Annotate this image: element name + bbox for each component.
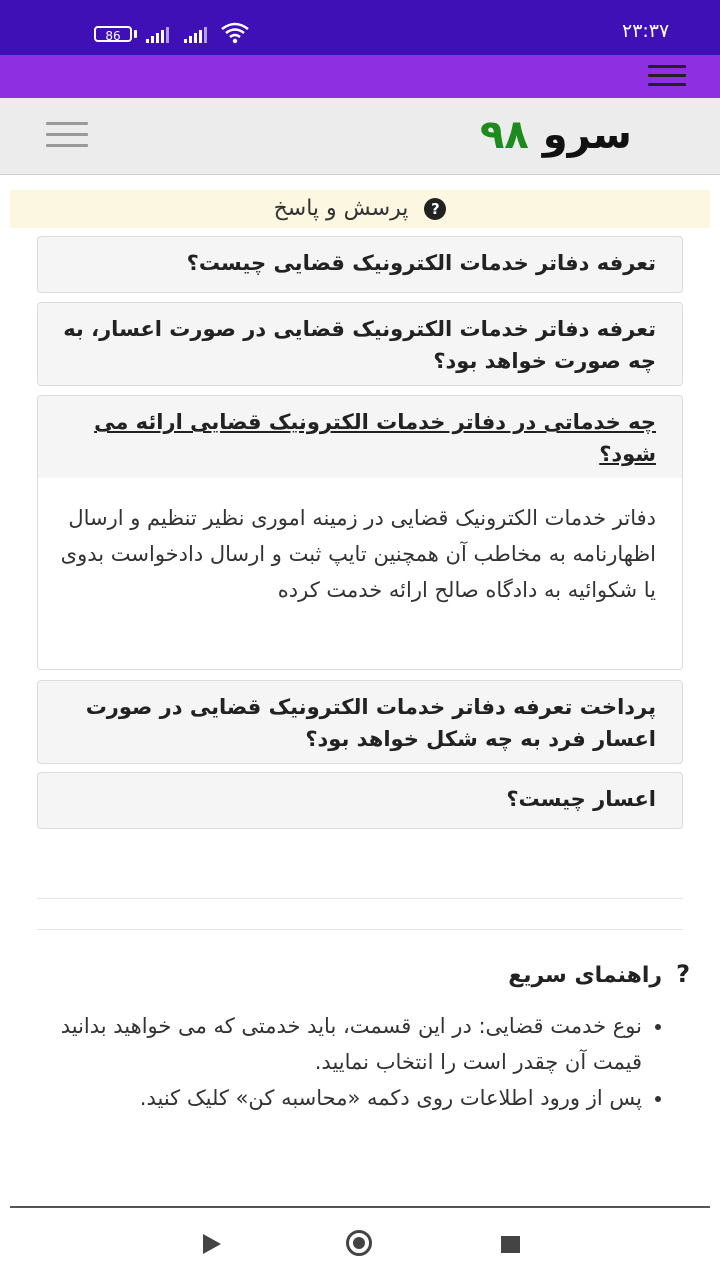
- status-time: ۲۳:۳۷: [622, 20, 670, 42]
- divider: [37, 929, 683, 930]
- faq-question: چه خدماتی در دفاتر خدمات الکترونیک قضایی ارائه می شود؟: [94, 410, 656, 466]
- hamburger-icon-line: [648, 74, 686, 77]
- nav-divider: [10, 1206, 710, 1208]
- hamburger-icon-line: [46, 133, 88, 136]
- recent-apps-icon[interactable]: [501, 1236, 520, 1253]
- hamburger-icon-line: [46, 122, 88, 125]
- battery-level: 86: [105, 29, 121, 43]
- hamburger-icon-line: [46, 144, 88, 147]
- faq-heading: [10, 190, 710, 228]
- divider: [37, 898, 683, 899]
- back-icon[interactable]: [203, 1234, 221, 1254]
- faq-item-4[interactable]: [37, 680, 683, 764]
- faq-question: تعرفه دفاتر خدمات الکترونیک قضایی در صورت اعسار، به چه صورت خواهد بود؟: [63, 317, 656, 373]
- question-icon: ?: [676, 960, 690, 988]
- signal-icon: [146, 27, 172, 43]
- guide-item: • نوع خدمت قضایی: در این قسمت، باید خدمتی که می خواهید بدانید قیمت آن چقدر است را انتخاب نمایید.: [40, 1008, 642, 1080]
- hamburger-icon-line: [648, 65, 686, 68]
- app-bar: [0, 55, 720, 98]
- faq-title: پرسش و پاسخ: [273, 196, 409, 221]
- battery-tip: [134, 30, 137, 38]
- site-menu-button[interactable]: [46, 122, 88, 148]
- logo-word: سرو: [542, 112, 632, 158]
- quick-guide-list: [40, 1008, 670, 1116]
- main-menu-button[interactable]: [648, 65, 686, 89]
- faq-answer: دفاتر خدمات الکترونیک قضایی در زمینه اموری نظیر تنظیم و ارسال اظهارنامه به مخاطب آن همچنین تایپ ثبت و ارسال دادخواست بدوی یا شکوائیه به دادگاه صالح ارائه خدمت کرده: [60, 506, 656, 602]
- home-icon[interactable]: [346, 1230, 372, 1256]
- wifi-icon: [220, 22, 250, 44]
- question-circle-icon: ?: [424, 198, 446, 220]
- faq-item-1[interactable]: [37, 236, 683, 293]
- site-header: [0, 98, 720, 175]
- faq-question: اعسار چیست؟: [506, 787, 656, 811]
- faq-question: پرداخت تعرفه دفاتر خدمات الکترونیک قضایی در صورت اعسار فرد به چه شکل خواهد بود؟: [85, 695, 656, 751]
- signal-icon: [184, 27, 210, 43]
- hamburger-icon-line: [648, 83, 686, 86]
- status-bar: [0, 0, 720, 55]
- faq-answer-3: [37, 478, 683, 670]
- battery-icon: [94, 26, 132, 42]
- guide-item: • پس از ورود اطلاعات روی دکمه «محاسبه کن» کلیک کنید.: [40, 1080, 642, 1116]
- faq-question: تعرفه دفاتر خدمات الکترونیک قضایی چیست؟: [186, 251, 656, 275]
- faq-item-2[interactable]: [37, 302, 683, 386]
- faq-item-3[interactable]: [37, 395, 683, 479]
- faq-item-5[interactable]: [37, 772, 683, 829]
- quick-guide-title: راهنمای سریع: [508, 963, 663, 988]
- logo-number: ۹۸: [480, 112, 529, 158]
- site-logo[interactable]: [480, 112, 632, 158]
- quick-guide-heading: [300, 960, 690, 988]
